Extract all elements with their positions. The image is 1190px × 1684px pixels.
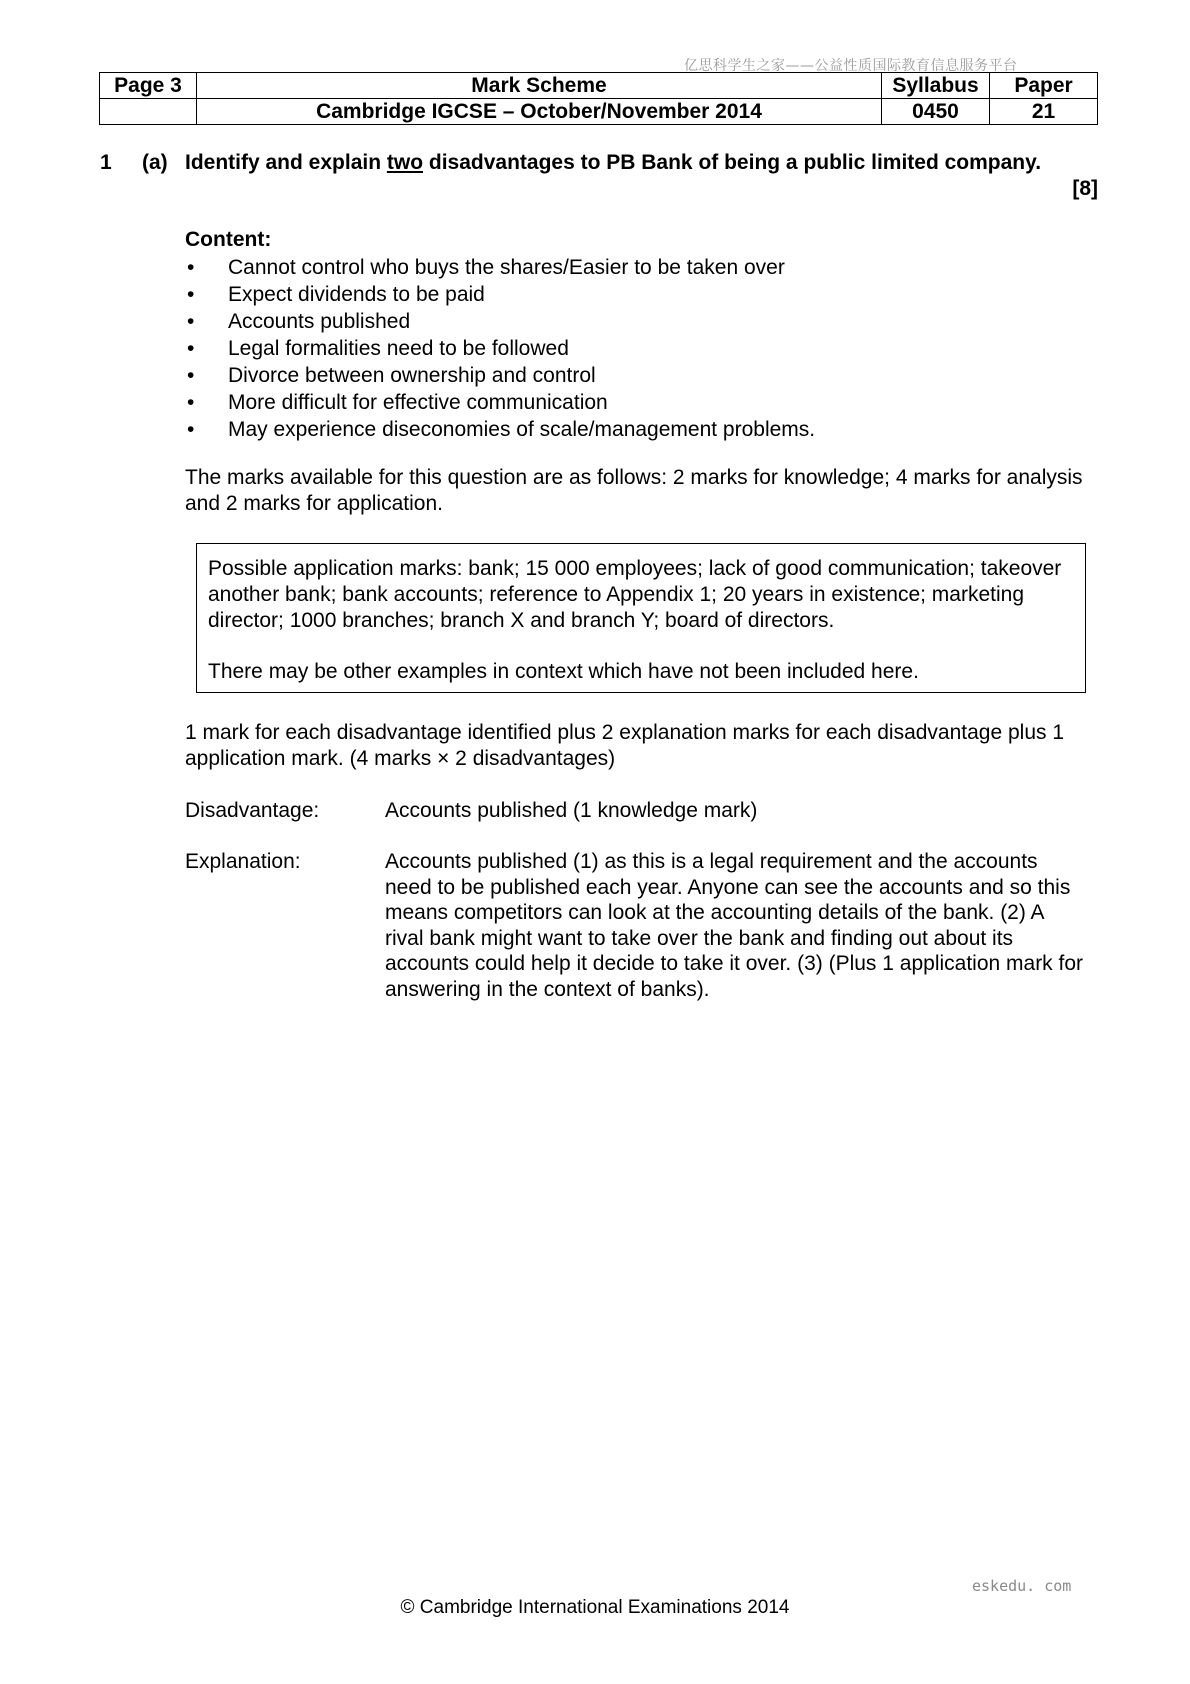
list-item <box>185 389 815 416</box>
header-syllabus: 0450 <box>882 99 990 125</box>
content-heading: Content: <box>185 228 272 251</box>
bullet-icon: • <box>187 364 195 387</box>
other-examples-text: There may be other examples in context which have not been included here. <box>208 660 919 683</box>
list-item-text: Expect dividends to be paid <box>228 283 485 306</box>
marks-available-paragraph: The marks available for this question are as follows: 2 marks for knowledge; 4 marks for analysis and 2 marks for application. <box>185 466 1083 515</box>
list-item <box>185 254 815 281</box>
list-item <box>185 416 815 443</box>
list-item <box>185 335 815 362</box>
watermark-top: 亿思科学生之家——公益性质国际教育信息服务平台 <box>684 58 1018 74</box>
bullet-icon: • <box>187 418 195 441</box>
footer-copyright: © Cambridge International Examinations 2014 <box>400 1597 790 1618</box>
header-empty-cell <box>100 99 197 125</box>
application-marks-text: Possible application marks: bank; 15 000 employees; lack of good communication; takeover another bank; bank accounts; reference to Appendix 1; 20 years in existence; marketing director; 1000 branches; branch X and branch Y; board of directors. <box>208 557 1062 632</box>
list-item-text: Divorce between ownership and control <box>228 364 596 387</box>
header-table <box>99 72 1098 125</box>
header-exam: Cambridge IGCSE – October/November 2014 <box>197 99 882 125</box>
bullet-icon: • <box>187 256 195 279</box>
list-item-text: Accounts published <box>228 310 411 333</box>
bullet-icon: • <box>187 391 195 414</box>
list-item-text: Cannot control who buys the shares/Easier to be taken over <box>228 256 785 279</box>
header-page: Page 3 <box>100 73 197 99</box>
disadvantage-label: Disadvantage: <box>185 799 320 822</box>
list-item-text: More difficult for effective communication <box>228 391 608 414</box>
header-paper: 21 <box>990 99 1098 125</box>
header-paper-label: Paper <box>990 73 1098 99</box>
question-text <box>185 151 1098 175</box>
question-text-underlined: two <box>386 151 424 174</box>
list-item-text: May experience diseconomies of scale/management problems. <box>228 418 816 441</box>
bullet-icon: • <box>187 337 195 360</box>
list-item <box>185 281 815 308</box>
marking-rule-paragraph: 1 mark for each disadvantage identified plus 2 explanation marks for each disadvantage plus 1 application mark. (4 marks × 2 disadvantages) <box>185 721 1065 770</box>
question-text-after: disadvantages to PB Bank of being a public limited company. <box>423 151 1042 174</box>
application-marks-box <box>196 543 1086 693</box>
list-item-text: Legal formalities need to be followed <box>228 337 569 360</box>
watermark-bottom: eskedu. com <box>972 1577 1072 1595</box>
question-part: (a) <box>142 151 168 174</box>
disadvantage-value: Accounts published (1 knowledge mark) <box>385 799 758 822</box>
explanation-value: Accounts published (1) as this is a legal requirement and the accounts need to be published each year. Anyone can see the accounts and so this means competitors can look at the accounting details of the bank. (2) A rival bank might want to take over the bank and finding out about its accounts could help it decide to take it over. (3) (Plus 1 application mark for answering in the context of banks). <box>385 850 1084 1001</box>
question-marks: [8] <box>1072 177 1098 200</box>
header-mark-scheme: Mark Scheme <box>197 73 882 99</box>
explanation-label: Explanation: <box>185 850 301 873</box>
bullet-icon: • <box>187 310 195 333</box>
list-item <box>185 362 815 389</box>
question-number: 1 <box>100 151 112 174</box>
list-item <box>185 308 815 335</box>
question-text-before: Identify and explain <box>185 151 387 174</box>
content-list <box>185 254 815 443</box>
header-syllabus-label: Syllabus <box>882 73 990 99</box>
bullet-icon: • <box>187 283 195 306</box>
